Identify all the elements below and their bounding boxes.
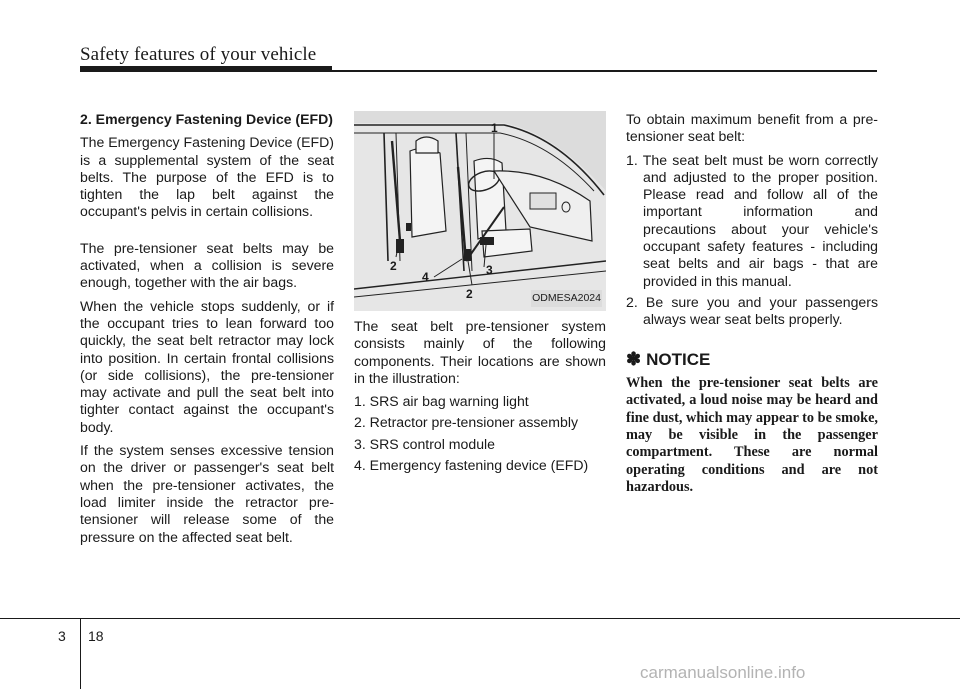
callout-2b: 2 bbox=[466, 287, 473, 301]
list-item: 2. Retractor pre-tensioner assembly bbox=[354, 414, 579, 431]
paragraph: The Emergency Fastening Device (EFD) is a supplemental system of the seat belts. The purpose of the EFD is to tighten the lap belt against the occupant's pelvis in certain collisions. bbox=[80, 134, 334, 220]
page-number: 18 bbox=[88, 628, 104, 644]
list-item: 2. Be sure you and your passengers always wear seat belts properly. bbox=[626, 293, 878, 328]
callout-3: 3 bbox=[486, 263, 493, 277]
callout-2: 2 bbox=[390, 259, 397, 273]
header-rule bbox=[80, 70, 877, 72]
paragraph: If the system senses excessive tension on the driver or passenger's seat belt when the pre-tensioner activates, the load limiter inside the retractor pre-tensioner will release some of the pressure on the affected seat belt. bbox=[80, 442, 334, 545]
callout-4: 4 bbox=[422, 270, 429, 284]
footer-rule bbox=[0, 618, 960, 619]
paragraph: To obtain maximum benefit from a pre-tensioner seat belt: bbox=[626, 111, 878, 145]
list-item: 4. Emergency fastening device (EFD) bbox=[354, 457, 589, 474]
paragraph: When the vehicle stops suddenly, or if the occupant tries to lean forward too quickly, the seat belt retractor may lock into position. In certain frontal collisions (or side collisions), the pre-tensioner may activate and pull the seat belt into tighter contact against the occupant's body. bbox=[80, 297, 334, 435]
seat-belt-illustration bbox=[354, 111, 606, 311]
notice-body: When the pre-tensioner seat belts are activated, a loud noise may be heard and fine dust, which may appear to be smoke, may be visible in the passenger compartment. These are normal operating conditions and are not hazardous. bbox=[626, 374, 878, 496]
right-column bbox=[626, 111, 878, 503]
list-item: 1. The seat belt must be worn correctly and adjusted to the proper position. Please read and follow all of the important information and precautions about your vehicle's occupant safety features - including seat belts and air bags - that are provided in this manual. bbox=[626, 151, 878, 289]
middle-column bbox=[354, 111, 606, 478]
list-item: 3. SRS control module bbox=[354, 435, 496, 452]
list-item: 1. SRS air bag warning light bbox=[354, 393, 529, 410]
notice-star-icon: ✽ bbox=[626, 348, 642, 369]
footer-divider bbox=[80, 618, 81, 689]
paragraph: The pre-tensioner seat belts may be activated, when a collision is severe enough, together with the air bags. bbox=[80, 239, 334, 291]
paragraph: The seat belt pre-tensioner system consists mainly of the following components. Their locations are shown in the illustration: bbox=[354, 318, 606, 386]
page-header-title: Safety features of your vehicle bbox=[80, 44, 317, 65]
car-interior-drawing bbox=[354, 111, 606, 311]
notice-title bbox=[626, 348, 878, 369]
callout-1: 1 bbox=[491, 121, 498, 135]
chapter-number: 3 bbox=[58, 628, 66, 644]
figure-code: ODMESA2024 bbox=[531, 290, 602, 307]
section-heading: 2. Emergency Fastening Device (EFD) bbox=[80, 111, 333, 127]
left-column bbox=[80, 111, 334, 552]
notice-label: NOTICE bbox=[646, 349, 711, 369]
watermark: carmanualsonline.info bbox=[640, 663, 806, 682]
